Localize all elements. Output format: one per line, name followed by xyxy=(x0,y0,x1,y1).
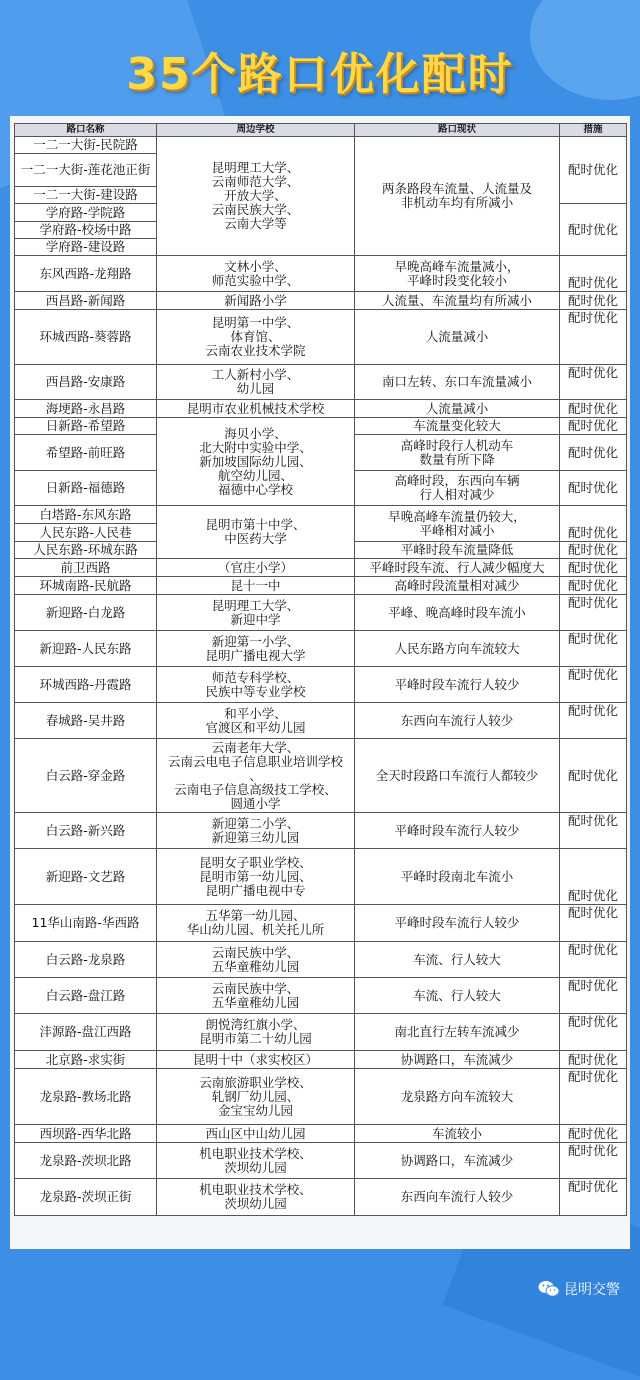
intersection-table xyxy=(14,123,627,1216)
status-cell: 早晚高峰车流量减小， 平峰时段变化较小 xyxy=(355,256,560,292)
header-intersection: 路口名称 xyxy=(15,124,157,137)
status-cell: 人流量减小 xyxy=(355,310,560,365)
status-cell: 平峰时段车流行人较少 xyxy=(355,905,560,942)
status-cell: 平峰时段车流量降低 xyxy=(355,542,560,559)
school-cell: 云南民族中学、 五华童稚幼儿园 xyxy=(157,978,355,1014)
table-row xyxy=(15,703,627,739)
intersection-name: 白云路-穿金路 xyxy=(15,739,157,813)
status-cell: 协调路口，车流减少 xyxy=(355,1051,560,1069)
intersection-name: 环城南路-民航路 xyxy=(15,577,157,595)
status-cell: 两条路段车流量、人流量及 非机动车均有所减小 xyxy=(355,137,560,256)
intersection-name: 西昌路-安康路 xyxy=(15,365,157,400)
measure-cell: 配时优化 xyxy=(560,256,627,292)
table-row xyxy=(15,905,627,942)
school-cell: （官庄小学） xyxy=(157,559,355,577)
school-cell: 海贝小学、 北大附中实验中学、 新加坡国际幼儿园、 航空幼儿园、 福德中心学校 xyxy=(157,418,355,506)
school-cell: 工人新村小学、 幼儿园 xyxy=(157,365,355,400)
table-row xyxy=(15,506,627,524)
table-row xyxy=(15,978,627,1014)
intersection-name: 人民东路-环城东路 xyxy=(15,542,157,559)
intersection-name: 龙泉路-茨坝北路 xyxy=(15,1143,157,1179)
measure-cell: 配时优化 xyxy=(560,849,627,905)
status-cell: 高峰时段，东西向车辆 行人相对减少 xyxy=(355,471,560,506)
table-header-row xyxy=(15,124,627,137)
measure-cell: 配时优化 xyxy=(560,506,627,542)
school-cell: 云南老年大学、 云南云电电子信息职业培训学校 、 云南电子信息高级技工学校、 圆通小学 xyxy=(157,739,355,813)
table-row xyxy=(15,1014,627,1051)
status-cell: 早晚高峰车流量仍较大， 平峰相对减小 xyxy=(355,506,560,542)
intersection-name: 学府路-建设路 xyxy=(15,239,157,256)
status-cell: 东西向车流行人较少 xyxy=(355,703,560,739)
measure-cell: 配时优化 xyxy=(560,292,627,310)
intersection-name: 东风西路-龙翔路 xyxy=(15,256,157,292)
measure-cell: 配时优化 xyxy=(560,204,627,256)
school-cell: 五华第一幼儿园、 华山幼儿园、机关托儿所 xyxy=(157,905,355,942)
status-cell: 人民东路方向车流较大 xyxy=(355,631,560,667)
table-row xyxy=(15,400,627,418)
intersection-name: 白云路-盘江路 xyxy=(15,978,157,1014)
status-cell: 南北直行左转车流减少 xyxy=(355,1014,560,1051)
intersection-name: 龙泉路-教场北路 xyxy=(15,1069,157,1125)
status-cell: 车流量变化较大 xyxy=(355,418,560,435)
school-cell: 西山区中山幼儿园 xyxy=(157,1125,355,1143)
status-cell: 车流较小 xyxy=(355,1125,560,1143)
intersection-name: 西坝路-西华北路 xyxy=(15,1125,157,1143)
table-row xyxy=(15,418,627,435)
status-cell: 人流量、车流量均有所减小 xyxy=(355,292,560,310)
header-status: 路口现状 xyxy=(355,124,560,137)
status-cell: 人流量减小 xyxy=(355,400,560,418)
table-row xyxy=(15,292,627,310)
measure-cell: 配时优化 xyxy=(560,813,627,849)
measure-cell: 配时优化 xyxy=(560,1051,627,1069)
measure-cell: 配时优化 xyxy=(560,400,627,418)
measure-cell: 配时优化 xyxy=(560,365,627,400)
status-cell: 龙泉路方向车流较大 xyxy=(355,1069,560,1125)
status-cell: 高峰时段流量相对减少 xyxy=(355,577,560,595)
page-title: 35个路口优化配时 xyxy=(126,49,514,100)
table-row xyxy=(15,310,627,365)
status-cell: 平峰时段车流行人较少 xyxy=(355,667,560,703)
status-cell: 平峰时段南北车流小 xyxy=(355,849,560,905)
table-row xyxy=(15,137,627,154)
measure-cell: 配时优化 xyxy=(560,435,627,471)
intersection-name: 一二一大街-民院路 xyxy=(15,137,157,154)
table-row xyxy=(15,739,627,813)
measure-cell: 配时优化 xyxy=(560,1179,627,1216)
table-row xyxy=(15,813,627,849)
school-cell: 文林小学、 师范实验中学、 xyxy=(157,256,355,292)
brand-name: 昆明交警 xyxy=(564,1282,620,1298)
status-cell: 车流、行人较大 xyxy=(355,942,560,978)
table-row xyxy=(15,1143,627,1179)
table-row xyxy=(15,667,627,703)
school-cell: 朗悦湾红旗小学、 昆明市第二十幼儿园 xyxy=(157,1014,355,1051)
school-cell: 新闻路小学 xyxy=(157,292,355,310)
status-cell: 车流、行人较大 xyxy=(355,978,560,1014)
intersection-name: 环城西路-丹霞路 xyxy=(15,667,157,703)
intersection-name: 新迎路-白龙路 xyxy=(15,595,157,631)
status-cell: 协调路口，车流减少 xyxy=(355,1143,560,1179)
measure-cell: 配时优化 xyxy=(560,739,627,813)
school-cell: 新迎第一小学、 昆明广播电视大学 xyxy=(157,631,355,667)
school-cell: 昆明市农业机械技术学校 xyxy=(157,400,355,418)
school-cell: 机电职业技术学校、 茨坝幼儿园 xyxy=(157,1179,355,1216)
status-cell: 平峰时段车流、行人减少幅度大 xyxy=(355,559,560,577)
intersection-name: 龙泉路-茨坝正街 xyxy=(15,1179,157,1216)
school-cell: 昆明女子职业学校、 昆明市第一幼儿园、 昆明广播电视中专 xyxy=(157,849,355,905)
school-cell: 昆明理工大学、 云南师范大学、 开放大学、 云南民族大学、 云南大学等 xyxy=(157,137,355,256)
brand xyxy=(538,1279,620,1299)
school-cell: 昆明市第十中学、 中医药大学 xyxy=(157,506,355,559)
measure-cell: 配时优化 xyxy=(560,1069,627,1125)
table-row xyxy=(15,1179,627,1216)
school-cell: 和平小学、 官渡区和平幼儿园 xyxy=(157,703,355,739)
measure-cell: 配时优化 xyxy=(560,1143,627,1179)
measure-cell: 配时优化 xyxy=(560,667,627,703)
measure-cell: 配时优化 xyxy=(560,905,627,942)
measure-cell: 配时优化 xyxy=(560,978,627,1014)
footer xyxy=(0,1266,640,1317)
header-schools: 周边学校 xyxy=(157,124,355,137)
table-row xyxy=(15,1125,627,1143)
intersection-name: 海埂路-永昌路 xyxy=(15,400,157,418)
intersection-name: 环城西路-葵蓉路 xyxy=(15,310,157,365)
intersection-name: 希望路-前旺路 xyxy=(15,435,157,471)
measure-cell: 配时优化 xyxy=(560,542,627,559)
table-row xyxy=(15,365,627,400)
wechat-icon xyxy=(538,1280,560,1298)
intersection-name: 日新路-福德路 xyxy=(15,471,157,506)
measure-cell: 配时优化 xyxy=(560,137,627,204)
measure-cell: 配时优化 xyxy=(560,942,627,978)
school-cell: 云南旅游职业学校、 轧钢厂幼儿园、 金宝宝幼儿园 xyxy=(157,1069,355,1125)
school-cell: 机电职业技术学校、 茨坝幼儿园 xyxy=(157,1143,355,1179)
intersection-name: 一二一大街-建设路 xyxy=(15,187,157,204)
table-row xyxy=(15,849,627,905)
table-row xyxy=(15,1051,627,1069)
intersection-name: 沣源路-盘江西路 xyxy=(15,1014,157,1051)
school-cell: 昆明十中（求实校区） xyxy=(157,1051,355,1069)
measure-cell: 配时优化 xyxy=(560,471,627,506)
intersection-name: 前卫西路 xyxy=(15,559,157,577)
table-row xyxy=(15,577,627,595)
measure-cell: 配时优化 xyxy=(560,310,627,365)
intersection-name: 西昌路-新闻路 xyxy=(15,292,157,310)
status-cell: 高峰时段行人机动车 数量有所下降 xyxy=(355,435,560,471)
intersection-name: 北京路-求实街 xyxy=(15,1051,157,1069)
intersection-name: 春城路-吴井路 xyxy=(15,703,157,739)
status-cell: 平峰时段车流行人较少 xyxy=(355,813,560,849)
measure-cell: 配时优化 xyxy=(560,703,627,739)
intersection-name: 11华山南路-华西路 xyxy=(15,905,157,942)
table-row xyxy=(15,595,627,631)
status-cell: 全天时段路口车流行人都较少 xyxy=(355,739,560,813)
table-row xyxy=(15,631,627,667)
table-row xyxy=(15,256,627,292)
measure-cell: 配时优化 xyxy=(560,595,627,631)
intersection-name: 白云路-龙泉路 xyxy=(15,942,157,978)
status-cell: 东西向车流行人较少 xyxy=(355,1179,560,1216)
intersection-name: 新迎路-文艺路 xyxy=(15,849,157,905)
intersection-name: 日新路-希望路 xyxy=(15,418,157,435)
intersection-name: 学府路-校场中路 xyxy=(15,222,157,239)
intersection-name: 新迎路-人民东路 xyxy=(15,631,157,667)
status-cell: 平峰、晚高峰时段车流小 xyxy=(355,595,560,631)
intersection-name: 白塔路-东风东路 xyxy=(15,506,157,524)
school-cell: 新迎第二小学、 新迎第三幼儿园 xyxy=(157,813,355,849)
table-row xyxy=(15,1069,627,1125)
measure-cell: 配时优化 xyxy=(560,1014,627,1051)
school-cell: 云南民族中学、 五华童稚幼儿园 xyxy=(157,942,355,978)
table-row xyxy=(15,942,627,978)
intersection-name: 人民东路-人民巷 xyxy=(15,524,157,542)
measure-cell: 配时优化 xyxy=(560,577,627,595)
school-cell: 昆明第一中学、 体育馆、 云南农业技术学院 xyxy=(157,310,355,365)
status-cell: 南口左转、东口车流量减小 xyxy=(355,365,560,400)
measure-cell: 配时优化 xyxy=(560,631,627,667)
measure-cell: 配时优化 xyxy=(560,1125,627,1143)
intersection-name: 白云路-新兴路 xyxy=(15,813,157,849)
intersection-name: 一二一大街-莲花池正街 xyxy=(15,154,157,187)
table-row xyxy=(15,559,627,577)
intersection-name: 学府路-学院路 xyxy=(15,204,157,222)
measure-cell: 配时优化 xyxy=(560,418,627,435)
measure-cell: 配时优化 xyxy=(560,559,627,577)
school-cell: 昆明理工大学、 新迎中学 xyxy=(157,595,355,631)
header-measure: 措施 xyxy=(560,124,627,137)
school-cell: 昆十一中 xyxy=(157,577,355,595)
school-cell: 师范专科学校、 民族中等专业学校 xyxy=(157,667,355,703)
